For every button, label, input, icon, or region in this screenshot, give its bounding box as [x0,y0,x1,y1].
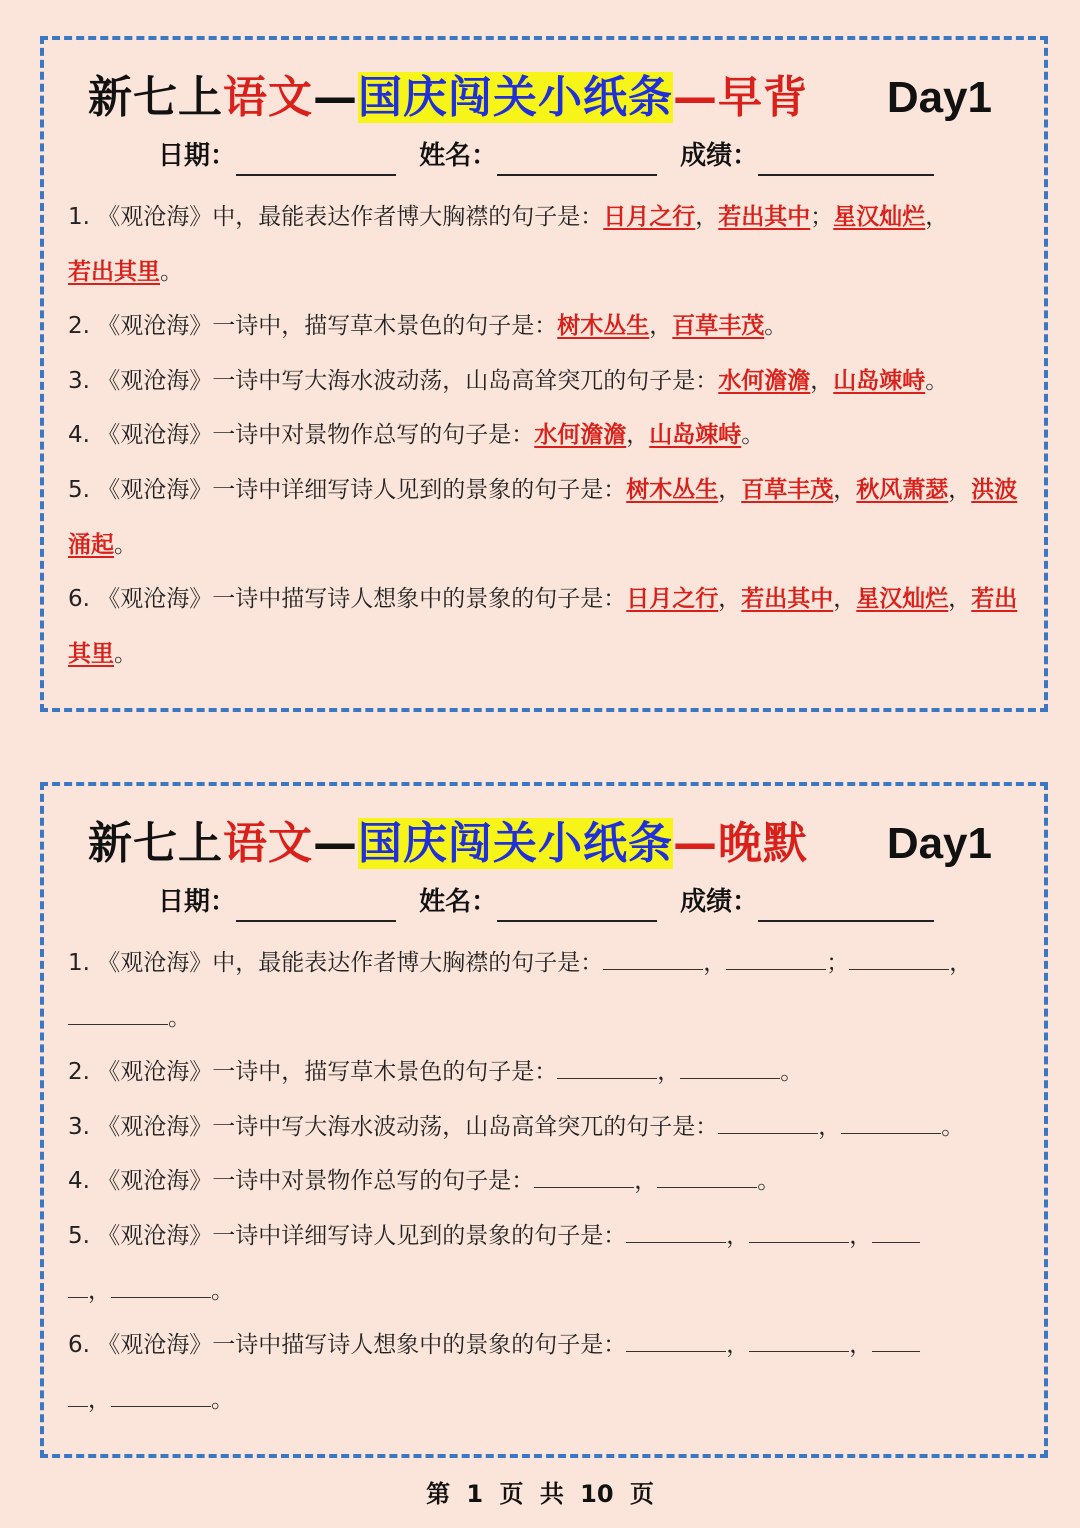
question-text: 5. 《观沧海》一诗中详细写诗人见到的景象的句子是： [68,476,627,503]
separator: ， [810,367,834,394]
name-label: 姓名： [419,887,498,917]
answer: 日月之行 [626,586,719,613]
info-fields [158,882,948,922]
separator: ， [818,1113,842,1140]
separator: 。 [211,1277,234,1304]
title-mode: —晚默 [673,818,808,869]
list-item [68,1318,1028,1427]
separator: ， [949,950,973,976]
answer: 秋风萧瑟 [856,476,949,503]
question-text: 3. 《观沧海》一诗中写大海水波动荡，山岛高耸突兀的句子是： [68,367,719,394]
name-label: 姓名： [419,141,498,171]
question-list [68,936,1028,1427]
list-item [68,1154,1028,1209]
answer-blank[interactable] [726,947,826,970]
date-label: 日期： [158,887,237,917]
separator: 。 [211,1386,234,1413]
list-item [68,572,1028,681]
title-mode: —早背 [673,72,808,123]
separator: 。 [741,422,765,449]
title-highlight: 国庆闯关小纸条 [358,72,673,123]
card-title [88,68,808,128]
separator: ， [695,204,719,230]
separator: ， [88,1386,111,1413]
answer-blank[interactable] [68,1384,88,1407]
question-text: 3. 《观沧海》一诗中写大海水波动荡，山岛高耸突兀的句子是： [68,1113,719,1140]
title-highlight: 国庆闯关小纸条 [358,818,673,869]
answer-blank[interactable] [534,1165,634,1188]
answer-blank[interactable] [557,1056,657,1079]
list-item [68,1100,1028,1155]
answer-blank[interactable] [603,947,703,970]
morning-card [40,36,1048,712]
separator: 。 [114,640,137,667]
title-dash: — [313,818,358,869]
list-item [68,463,1028,572]
date-blank[interactable] [236,890,396,922]
title-subject: 语文 [223,72,313,123]
separator: ， [626,422,650,449]
question-text: 6. 《观沧海》一诗中描写诗人想象中的景象的句子是： [68,586,627,613]
question-text: 6. 《观沧海》一诗中描写诗人想象中的景象的句子是： [68,1332,627,1359]
date-blank[interactable] [236,144,396,176]
question-text: 2. 《观沧海》一诗中，描写草木景色的句子是： [68,1059,558,1086]
title-grade: 新七上 [88,72,223,123]
answer: 山岛竦峙 [833,367,926,394]
question-list [68,190,1028,681]
answer-blank[interactable] [626,1220,726,1243]
answer: 水何澹澹 [534,422,627,449]
answer-blank[interactable] [657,1165,757,1188]
separator: ； [826,950,850,976]
separator: ， [925,204,949,230]
separator: 。 [764,313,788,340]
title-dash: — [313,72,358,123]
answer-blank[interactable] [111,1275,211,1298]
list-item [68,354,1028,409]
answer-blank[interactable] [849,947,949,970]
answer-blank[interactable] [68,1002,168,1025]
separator: ， [948,476,972,503]
answer: 若出其中 [718,204,811,230]
answer: 百草丰茂 [741,476,834,503]
separator: ， [948,586,972,613]
separator: ， [726,1222,750,1249]
answer-blank[interactable] [749,1220,849,1243]
list-item [68,408,1028,463]
separator: ， [718,586,742,613]
separator: ， [657,1059,681,1086]
question-text: 4. 《观沧海》一诗中对景物作总写的句子是： [68,1168,535,1195]
separator: 。 [114,531,137,558]
question-text: 1. 《观沧海》中，最能表达作者博大胸襟的句子是： [68,204,604,230]
answer: 若出其里 [68,586,1018,667]
answer-blank[interactable] [749,1329,849,1352]
separator: ， [833,476,857,503]
date-label: 日期： [158,141,237,171]
separator: ； [810,204,834,230]
answer-blank[interactable] [872,1220,920,1243]
separator: 。 [160,258,183,285]
answer-blank[interactable] [111,1384,211,1407]
info-fields [158,136,948,176]
answer: 星汉灿烂 [856,586,949,613]
answer-blank[interactable] [680,1056,780,1079]
answer: 树木丛生 [626,476,719,503]
separator: ， [718,476,742,503]
day-label: Day1 [886,819,992,868]
title-grade: 新七上 [88,818,223,869]
separator: ， [88,1277,111,1304]
separator: ， [649,313,673,340]
answer: 星汉灿烂 [833,204,926,230]
separator: 。 [941,1113,965,1140]
answer-blank[interactable] [841,1111,941,1134]
score-blank[interactable] [758,890,934,922]
answer: 山岛竦峙 [649,422,742,449]
separator: ， [703,950,727,976]
separator: ， [833,586,857,613]
separator: ， [634,1168,658,1195]
score-label: 成绩： [680,141,759,171]
answer-blank[interactable] [872,1329,920,1352]
answer: 日月之行 [603,204,696,230]
list-item [68,1045,1028,1100]
score-blank[interactable] [758,144,934,176]
question-text: 1. 《观沧海》中，最能表达作者博大胸襟的句子是： [68,950,604,976]
name-blank[interactable] [497,890,657,922]
question-text: 2. 《观沧海》一诗中，描写草木景色的句子是： [68,313,558,340]
separator: 。 [168,1004,191,1031]
list-item [68,190,1028,299]
list-item [68,299,1028,354]
answer: 若出其里 [68,258,160,285]
separator: 。 [780,1059,804,1086]
separator: 。 [925,367,949,394]
day-label: Day1 [886,73,992,122]
page-number: 第 1 页 共 10 页 [426,1480,654,1508]
separator: 。 [757,1168,781,1195]
answer: 洪波涌起 [68,476,1018,558]
answer: 若出其中 [741,586,834,613]
question-text: 4. 《观沧海》一诗中对景物作总写的句子是： [68,422,535,449]
answer-blank[interactable] [626,1329,726,1352]
title-subject: 语文 [223,818,313,869]
evening-card [40,782,1048,1458]
separator: ， [849,1222,873,1249]
card-title [88,814,808,874]
answer: 水何澹澹 [718,367,811,394]
answer-blank[interactable] [68,1275,88,1298]
score-label: 成绩： [680,887,759,917]
list-item [68,936,1028,1045]
question-text: 5. 《观沧海》一诗中详细写诗人见到的景象的句子是： [68,1222,627,1249]
list-item [68,1209,1028,1318]
separator: ， [849,1332,873,1359]
answer-blank[interactable] [718,1111,818,1134]
separator: ， [726,1332,750,1359]
name-blank[interactable] [497,144,657,176]
answer: 百草丰茂 [672,313,765,340]
answer: 树木丛生 [557,313,650,340]
